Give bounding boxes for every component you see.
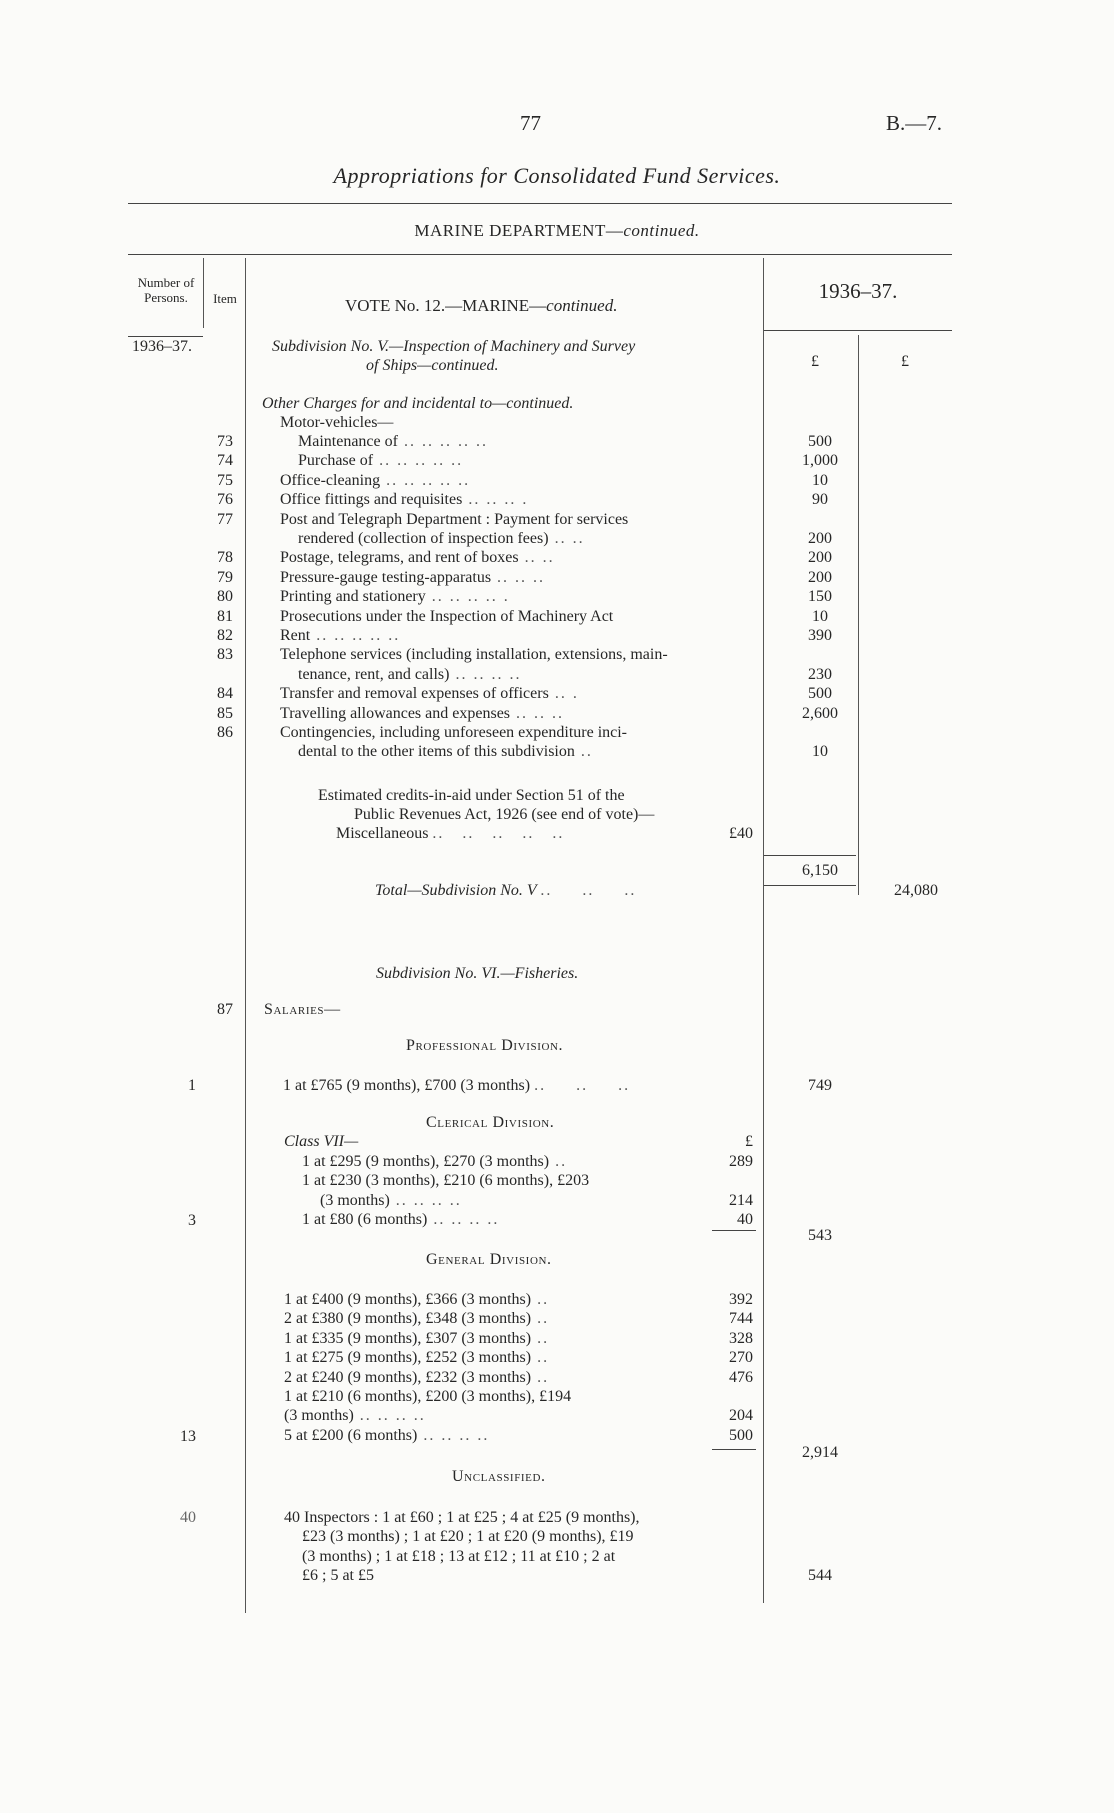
general-amount: 270: [729, 1349, 753, 1367]
item-number: 73: [217, 433, 233, 450]
page-number: 77: [520, 111, 541, 135]
document-reference: B.—7.: [886, 111, 943, 135]
professional-division-heading: Professional Division.: [406, 1037, 564, 1054]
item-amount: 1,000: [802, 452, 838, 470]
unclassified-amount: 544: [808, 1567, 832, 1584]
clerical-line: (3 months) .. .. .. ..: [320, 1191, 462, 1209]
total-subdivision-5-label: Total—Subdivision No. V .. .. ..: [375, 882, 637, 899]
department-heading: MARINE DEPARTMENT—continued.: [414, 221, 700, 240]
item-description: Printing and stationery .. .. .. .. .: [280, 588, 510, 606]
item-number: 85: [217, 704, 233, 722]
item-number: 78: [217, 549, 233, 567]
credits-amount: £40: [729, 825, 753, 842]
year-header-rule: [764, 330, 952, 331]
clerical-pound: £: [745, 1133, 753, 1150]
unclassified-line: (3 months) ; 1 at £18 ; 13 at £12 ; 11 at £10 ; 2 at: [302, 1547, 616, 1565]
item-description: Telephone services (including installation, extensions, main-: [280, 646, 668, 664]
item-description: tenance, rent, and calls) .. .. .. ..: [298, 665, 522, 683]
item-description: Purchase of .. .. .. .. ..: [298, 452, 464, 470]
column-head-persons: Number of Persons.: [137, 275, 195, 305]
item-number: 86: [217, 724, 233, 741]
unclassified-line: £6 ; 5 at £5: [302, 1567, 374, 1585]
item-description: rendered (collection of inspection fees) .. ..: [298, 530, 585, 547]
clerical-amount: 214: [729, 1191, 753, 1209]
item-description: Contingencies, including unforeseen expenditure inci-: [280, 724, 628, 741]
column-rule-persons: [203, 258, 204, 328]
title-rule: [128, 203, 952, 204]
unclassified-heading: Unclassified.: [452, 1468, 546, 1485]
item-amount: 230: [808, 665, 832, 683]
other-charges-heading: Other Charges for and incidental to—continued.: [262, 395, 574, 412]
column-rule-text: [763, 258, 764, 1603]
item-description: Office fittings and requisites .. .. .. .: [280, 491, 529, 509]
credits-line-1: Estimated credits-in-aid under Section 51 of the: [318, 787, 625, 804]
item-number: 83: [217, 646, 233, 664]
subdivision-5-subtotal: 6,150: [802, 862, 838, 879]
item-amount: 2,600: [802, 704, 838, 722]
year-left: 1936–37.: [132, 338, 192, 355]
motor-vehicles-label: Motor-vehicles—: [280, 414, 394, 431]
item-number: 77: [217, 510, 233, 528]
item-amount: 390: [808, 627, 832, 644]
general-amount: 204: [729, 1407, 753, 1425]
pound-symbol-2: £: [901, 353, 909, 370]
item-amount: 200: [808, 568, 832, 586]
general-amount: 744: [729, 1310, 753, 1328]
subdivision-5-total: 24,080: [894, 882, 938, 899]
general-total: 2,914: [802, 1444, 838, 1461]
item-number: 75: [217, 471, 233, 489]
credits-line-3: Miscellaneous .. .. .. .. ..: [336, 825, 565, 842]
item-number: 74: [217, 452, 233, 470]
column-rule-item: [245, 258, 246, 1613]
general-line: 1 at £210 (6 months), £200 (3 months), £194: [284, 1388, 572, 1405]
subdivision-5-heading-cont: of Ships—continued.: [366, 357, 499, 374]
subdivision-5-heading: Subdivision No. V.—Inspection of Machinery and Survey: [272, 338, 636, 355]
clerical-line: 1 at £80 (6 months) .. .. .. ..: [302, 1211, 500, 1229]
subtotal-rule: [764, 855, 856, 856]
item-number: 79: [217, 568, 233, 586]
item-description: Prosecutions under the Inspection of Machinery Act: [280, 607, 614, 625]
item-description: Post and Telegraph Department : Payment for services: [280, 510, 629, 528]
clerical-amount: 289: [729, 1153, 753, 1170]
page-title: Appropriations for Consolidated Fund Services.: [333, 163, 781, 188]
pound-symbol-1: £: [811, 353, 819, 370]
item-number: 76: [217, 491, 233, 509]
item-number: 84: [217, 685, 233, 703]
general-persons: 13: [180, 1428, 196, 1445]
general-amount: 476: [729, 1368, 753, 1386]
general-amount: 328: [729, 1329, 753, 1347]
subdivision-6-heading: Subdivision No. VI.—Fisheries.: [376, 965, 579, 982]
item-description: Travelling allowances and expenses .. .. ..: [280, 704, 565, 722]
item-description: Maintenance of .. .. .. .. ..: [298, 433, 488, 450]
clerical-persons: 3: [188, 1212, 196, 1229]
general-line: 1 at £335 (9 months), £307 (3 months) ..: [284, 1329, 550, 1347]
item-description: dental to the other items of this subdivision ..: [298, 743, 593, 761]
general-line: 1 at £275 (9 months), £252 (3 months) ..: [284, 1349, 550, 1367]
subtotal-rule-bottom: [764, 885, 856, 886]
salaries-label: Salaries—: [264, 1001, 341, 1018]
professional-amount: 749: [808, 1077, 832, 1094]
general-line: 2 at £240 (9 months), £232 (3 months) ..: [284, 1368, 550, 1386]
clerical-line: 1 at £295 (9 months), £270 (3 months) ..: [302, 1153, 568, 1170]
clerical-total: 543: [808, 1227, 832, 1244]
general-line: 5 at £200 (6 months) .. .. .. ..: [284, 1426, 490, 1444]
general-line: 2 at £380 (9 months), £348 (3 months) ..: [284, 1310, 550, 1328]
item-amount: 500: [808, 685, 832, 703]
column-rule-amount: [858, 335, 859, 895]
item-description: Office-cleaning .. .. .. .. ..: [280, 471, 471, 489]
item-description: Postage, telegrams, and rent of boxes .. ..: [280, 549, 555, 567]
general-sum-rule: [712, 1449, 756, 1450]
column-head-item: Item: [213, 291, 237, 306]
item-amount: 10: [812, 607, 828, 625]
item-number: 81: [217, 607, 233, 625]
clerical-division-heading: Clerical Division.: [426, 1114, 555, 1131]
general-amount: 500: [729, 1426, 753, 1444]
item-amount: 150: [808, 588, 832, 606]
item-number: 80: [217, 588, 233, 606]
general-amount: 392: [729, 1291, 753, 1308]
professional-line: 1 at £765 (9 months), £700 (3 months) .. .. ..: [283, 1077, 631, 1094]
unclassified-line: £23 (3 months) ; 1 at £20 ; 1 at £20 (9 months), £19: [302, 1528, 634, 1546]
item-amount: 500: [808, 433, 832, 450]
item-amount: 200: [808, 549, 832, 567]
general-division-heading: General Division.: [426, 1251, 552, 1268]
general-line: (3 months) .. .. .. ..: [284, 1407, 426, 1425]
clerical-sum-rule: [712, 1230, 756, 1231]
item-description: Pressure-gauge testing-apparatus .. .. ..: [280, 568, 546, 586]
clerical-amount: 40: [737, 1211, 753, 1229]
credits-line-2: Public Revenues Act, 1926 (see end of vote)—: [354, 806, 655, 823]
unclassified-line: 40 Inspectors : 1 at £60 ; 1 at £25 ; 4 at £25 (9 months),: [284, 1509, 640, 1526]
clerical-line: 1 at £230 (3 months), £210 (6 months), £203: [302, 1172, 590, 1190]
item-amount: 200: [808, 530, 832, 547]
general-line: 1 at £400 (9 months), £366 (3 months) ..: [284, 1291, 550, 1308]
salaries-item-number: 87: [217, 1001, 233, 1018]
vote-title: VOTE No. 12.—MARINE—continued.: [345, 296, 618, 315]
unclassified-persons: 40: [180, 1509, 196, 1526]
item-amount: 10: [812, 743, 828, 761]
professional-persons: 1: [188, 1077, 196, 1094]
item-number: 82: [217, 627, 233, 644]
column-head-year: 1936–37.: [818, 279, 898, 303]
item-description: Rent .. .. .. .. ..: [280, 627, 401, 644]
item-description: Transfer and removal expenses of officers .. .: [280, 685, 579, 703]
header-rule: [128, 254, 952, 255]
item-amount: 90: [812, 491, 828, 509]
clerical-class: Class VII—: [284, 1133, 359, 1150]
item-amount: 10: [812, 471, 828, 489]
